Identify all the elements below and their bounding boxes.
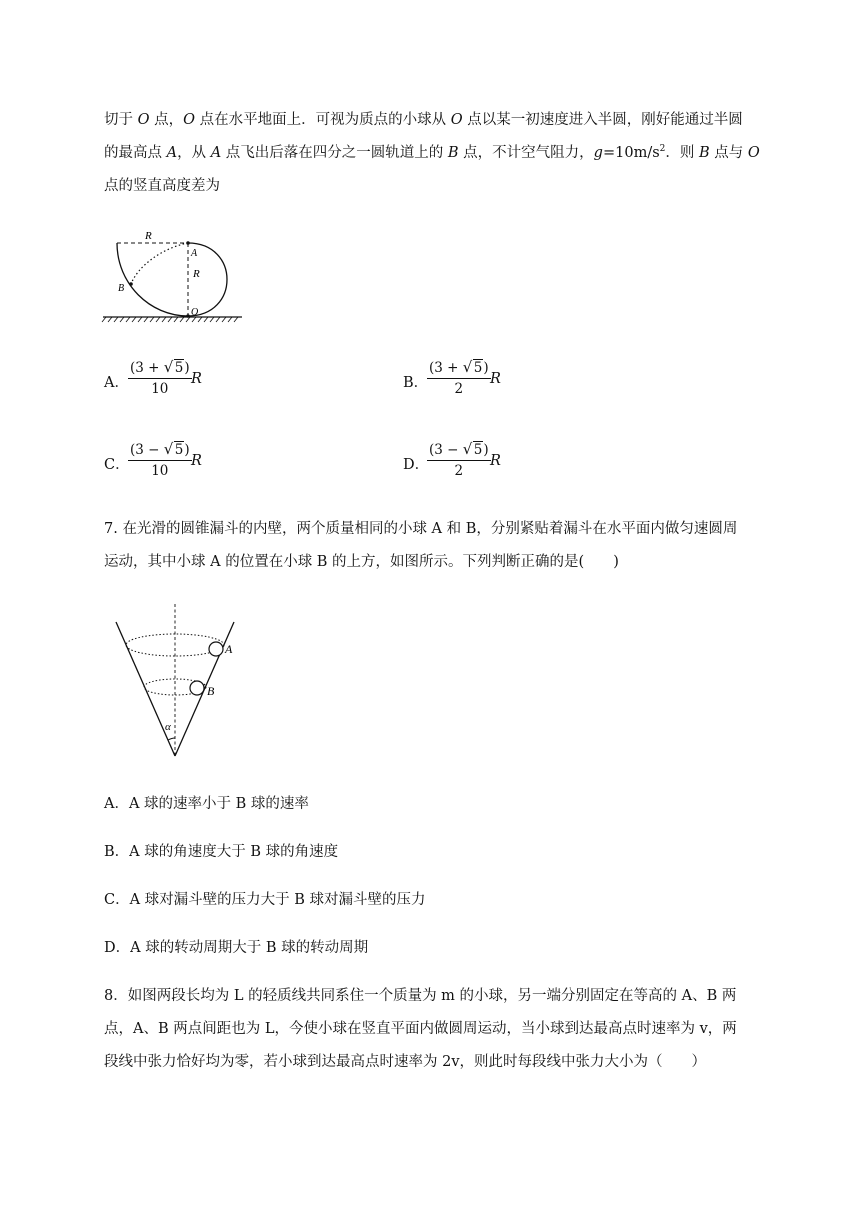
q8-line-1: 8．如图两段长均为 L 的轻质线共同系住一个质量为 m 的小球，另一端分别固定在等高的 A、B 两 <box>104 988 737 1004</box>
quarter-circle-track <box>117 243 188 316</box>
q6-option-b-fraction: (3 + √ 5) 2 <box>429 358 489 397</box>
ball-a <box>209 642 223 656</box>
q6-line-2: 的最高点 A，从 A 点飞出后落在四分之一圆轨道上的 B 点，不计空气阻力，$g=10m/s^2$．则 B 点与 O <box>104 144 760 161</box>
label-alpha: α <box>165 721 171 733</box>
q7-line-2: 运动，其中小球 A 的位置在小球 B 的上方，如图所示。下列判断正确的是( ) <box>104 554 619 570</box>
q6-option-c-fraction: (3 − √ 5) 10 <box>130 440 190 479</box>
q7-cone-figure <box>108 604 248 764</box>
q6-option-a-fraction: (3 + √ 5) 10 <box>130 358 190 397</box>
q6-option-b-letter[interactable]: B． <box>403 375 429 391</box>
q6-line-1: 切于 O 点，O 点在水平地面上．可视为质点的小球从 O 点以某一初速度进入半圆，刚好能通过半圆 <box>104 112 743 128</box>
label-B: B <box>118 283 125 294</box>
label-A: A <box>191 248 198 259</box>
q6-track-figure <box>100 224 250 328</box>
q8-line-2: 点，A、B 两点间距也为 L，今使小球在竖直平面内做圆周运动，当小球到达最高点时速率为 v，两 <box>104 1021 737 1037</box>
q8-line-3: 段线中张力恰好均为零，若小球到达最高点时速率为 2v，则此时每段线中张力大小为（ ） <box>104 1054 707 1070</box>
ball-b <box>190 681 204 695</box>
angle-arc <box>168 738 175 740</box>
q6-option-d-fraction: (3 − √ 5) 2 <box>429 440 489 479</box>
label-R-top: R <box>145 230 152 242</box>
q6-option-a-letter[interactable]: A． <box>104 375 129 391</box>
q6-option-d-letter[interactable]: D． <box>403 457 430 473</box>
q7-option-a[interactable]: A．A 球的速率小于 B 球的速率 <box>104 796 309 812</box>
q7-line-1: 7. 在光滑的圆锥漏斗的内壁，两个质量相同的小球 A 和 B，分别紧贴着漏斗在水平面内做匀速圆周 <box>104 521 738 537</box>
label-R-mid: R <box>193 268 200 280</box>
label-O: O <box>191 307 199 318</box>
q6-option-c-letter[interactable]: C． <box>104 457 130 473</box>
q7-option-b[interactable]: B．A 球的角速度大于 B 球的角速度 <box>104 844 339 860</box>
q6-option-d-var: R <box>490 453 501 469</box>
q7-option-d[interactable]: D．A 球的转动周期大于 B 球的转动周期 <box>104 940 369 956</box>
q6-option-b-var: R <box>490 371 501 387</box>
q6-line-3: 点的竖直高度差为 <box>104 178 220 194</box>
label-B: B <box>207 684 215 698</box>
label-A: A <box>225 642 233 656</box>
trajectory-path <box>131 243 188 284</box>
q6-option-c-var: R <box>191 453 202 469</box>
q6-option-a-var: R <box>191 371 202 387</box>
q7-option-c[interactable]: C．A 球对漏斗壁的压力大于 B 球对漏斗壁的压力 <box>104 892 426 908</box>
